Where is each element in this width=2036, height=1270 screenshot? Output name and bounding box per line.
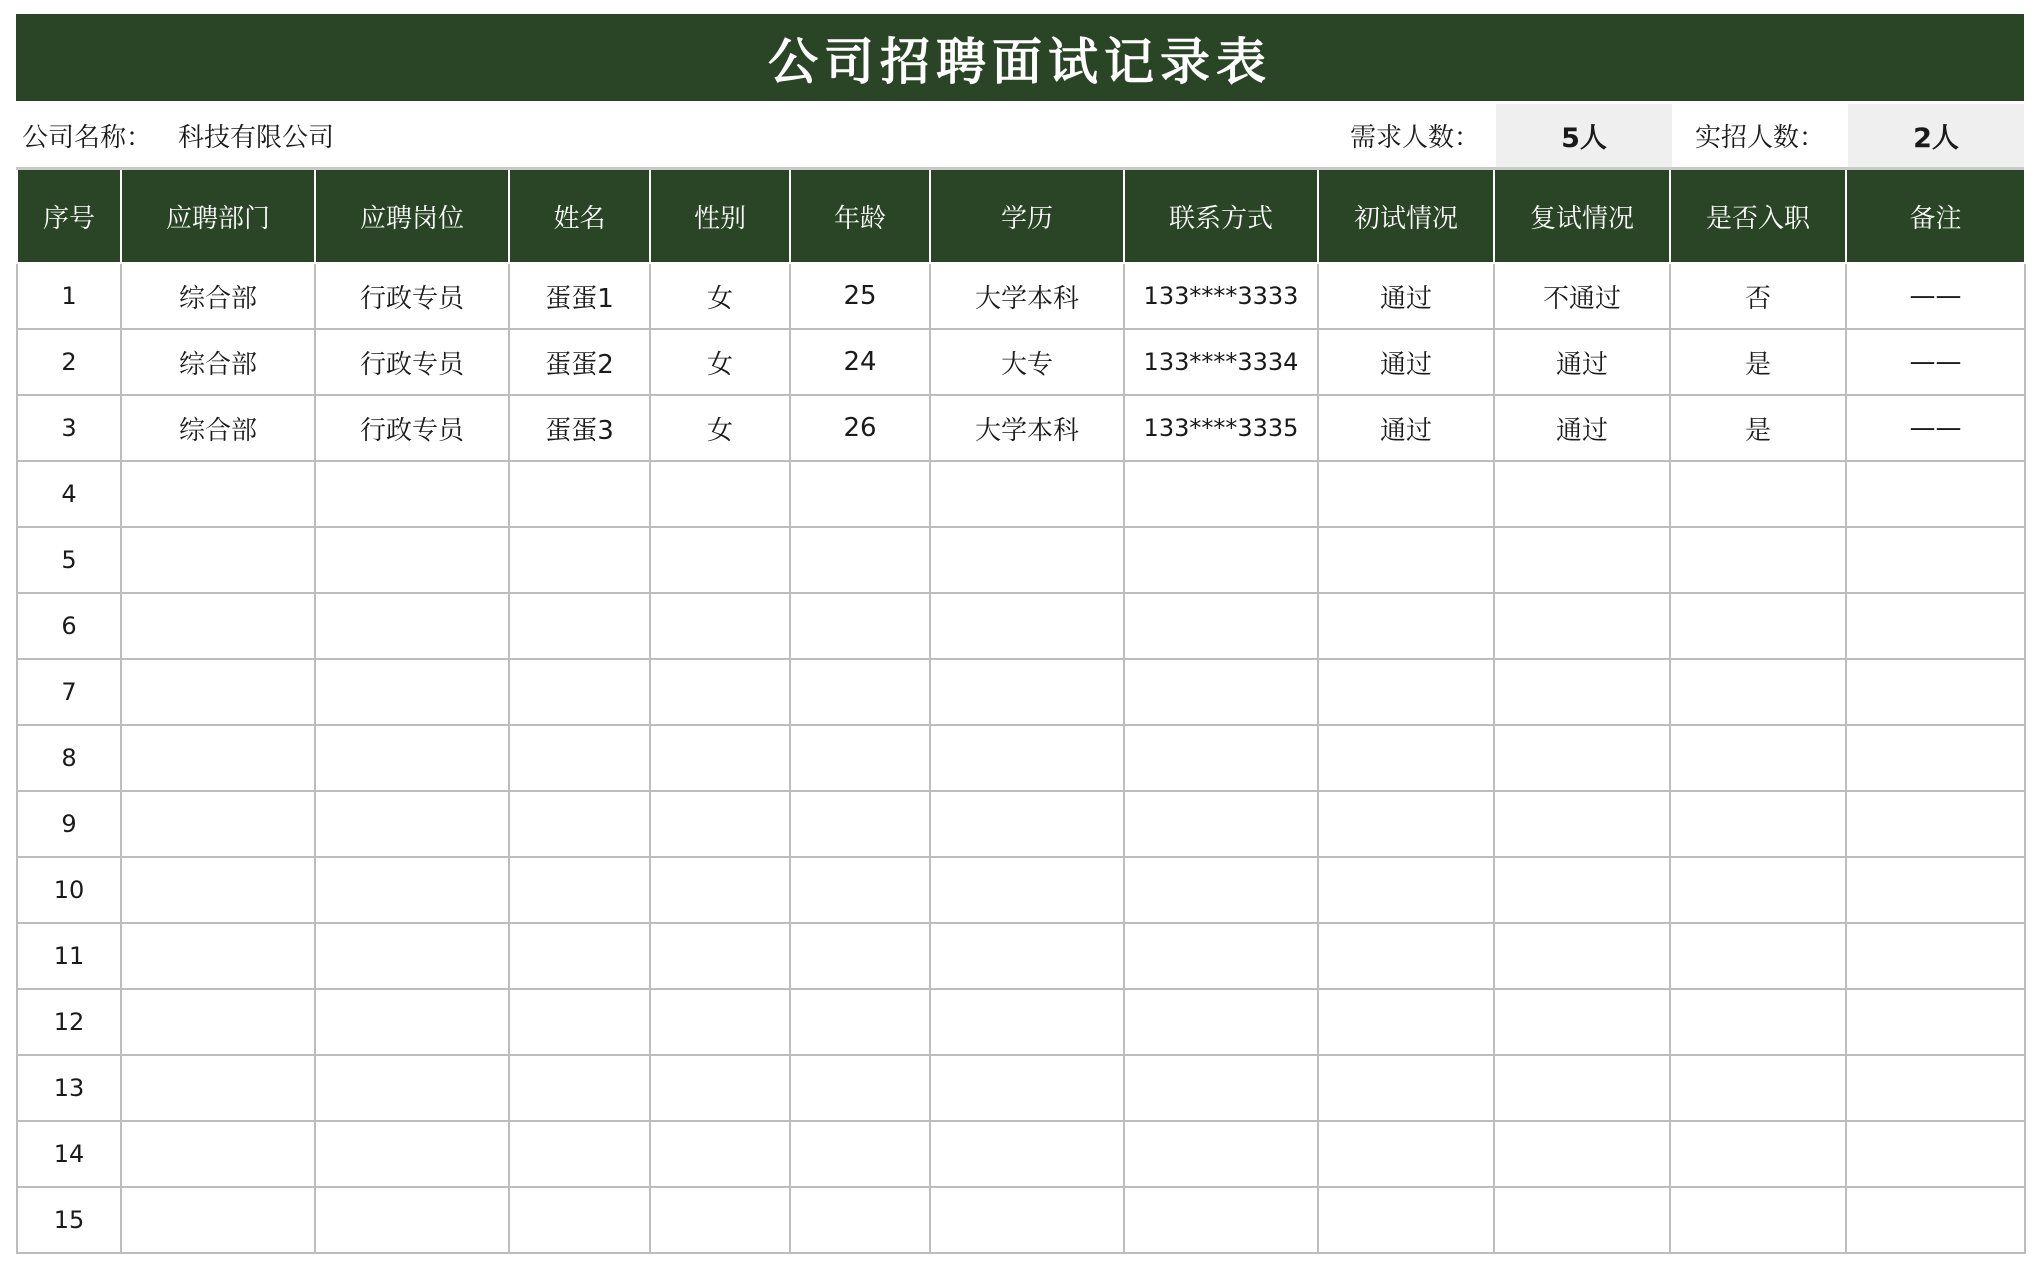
table-cell[interactable] <box>1846 923 2025 989</box>
table-cell[interactable] <box>1670 1121 1846 1187</box>
table-cell[interactable] <box>121 593 315 659</box>
table-cell[interactable] <box>930 989 1124 1055</box>
column-header: 复试情况 <box>1494 170 1670 263</box>
table-cell[interactable] <box>650 923 790 989</box>
table-cell[interactable] <box>1318 989 1494 1055</box>
table-row <box>17 263 2025 329</box>
table-cell[interactable] <box>790 1121 930 1187</box>
table-cell[interactable] <box>315 461 509 527</box>
table-cell[interactable] <box>1494 989 1670 1055</box>
table-cell[interactable] <box>121 527 315 593</box>
column-header: 备注 <box>1846 170 2025 263</box>
table-cell[interactable] <box>121 461 315 527</box>
table-cell[interactable] <box>930 857 1124 923</box>
table-cell[interactable] <box>650 659 790 725</box>
table-cell[interactable] <box>1124 725 1318 791</box>
table-cell[interactable] <box>1318 527 1494 593</box>
row-index-cell[interactable]: 7 <box>17 659 121 725</box>
table-cell[interactable] <box>1494 857 1670 923</box>
table-cell[interactable]: 通过 <box>1494 395 1670 461</box>
table-cell[interactable] <box>1318 659 1494 725</box>
table-cell[interactable] <box>1318 857 1494 923</box>
table-cell[interactable] <box>650 857 790 923</box>
table-cell[interactable] <box>1124 527 1318 593</box>
table-cell[interactable]: 大学本科 <box>930 263 1124 329</box>
table-cell[interactable] <box>930 1187 1124 1253</box>
table-cell[interactable] <box>121 1121 315 1187</box>
sheet-title: 公司招聘面试记录表 <box>16 14 2024 104</box>
table-cell[interactable] <box>650 791 790 857</box>
table-cell[interactable] <box>1670 923 1846 989</box>
table-cell[interactable] <box>315 989 509 1055</box>
table-cell[interactable]: 女 <box>650 263 790 329</box>
table-cell[interactable] <box>790 593 930 659</box>
table-cell[interactable]: 女 <box>650 329 790 395</box>
table-cell[interactable] <box>1846 857 2025 923</box>
table-cell[interactable] <box>121 857 315 923</box>
table-cell[interactable] <box>1846 1055 2025 1121</box>
table-cell[interactable]: —— <box>1846 329 2025 395</box>
table-cell[interactable] <box>1318 923 1494 989</box>
table-cell[interactable]: 通过 <box>1318 263 1494 329</box>
table-cell[interactable] <box>930 1055 1124 1121</box>
table-cell[interactable]: 通过 <box>1318 329 1494 395</box>
table-cell[interactable] <box>1846 527 2025 593</box>
table-cell[interactable] <box>1670 461 1846 527</box>
table-cell[interactable] <box>121 659 315 725</box>
table-cell[interactable] <box>509 659 650 725</box>
table-cell[interactable]: 不通过 <box>1494 263 1670 329</box>
table-cell[interactable] <box>790 659 930 725</box>
table-cell[interactable] <box>1670 725 1846 791</box>
column-header: 学历 <box>930 170 1124 263</box>
table-cell[interactable] <box>121 989 315 1055</box>
table-cell[interactable] <box>790 857 930 923</box>
hired-count-label: 实招人数： <box>1694 123 1825 153</box>
table-cell[interactable] <box>509 923 650 989</box>
table-cell[interactable] <box>509 1187 650 1253</box>
table-cell[interactable] <box>1494 725 1670 791</box>
table-cell[interactable] <box>650 1055 790 1121</box>
hired-count-value[interactable]: 2人 <box>1848 104 2024 167</box>
table-cell[interactable] <box>1318 461 1494 527</box>
table-cell[interactable] <box>1846 791 2025 857</box>
table-row <box>17 593 2025 659</box>
table-cell[interactable] <box>1318 1121 1494 1187</box>
company-info-row <box>16 104 2024 170</box>
table-cell[interactable] <box>650 725 790 791</box>
table-cell[interactable]: 大学本科 <box>930 395 1124 461</box>
table-cell[interactable] <box>1318 1187 1494 1253</box>
table-cell[interactable]: 蛋蛋1 <box>509 263 650 329</box>
table-cell[interactable]: 否 <box>1670 263 1846 329</box>
table-cell[interactable] <box>650 461 790 527</box>
table-cell[interactable] <box>1124 791 1318 857</box>
table-cell[interactable] <box>315 857 509 923</box>
table-cell[interactable] <box>930 461 1124 527</box>
table-cell[interactable]: 133****3335 <box>1124 395 1318 461</box>
row-index-cell[interactable]: 15 <box>17 1187 121 1253</box>
table-cell[interactable] <box>1124 593 1318 659</box>
table-cell[interactable] <box>315 527 509 593</box>
table-cell[interactable] <box>315 659 509 725</box>
table-cell[interactable]: 蛋蛋2 <box>509 329 650 395</box>
table-cell[interactable]: 通过 <box>1318 395 1494 461</box>
table-cell[interactable] <box>509 857 650 923</box>
table-cell[interactable] <box>650 1187 790 1253</box>
table-cell[interactable] <box>315 593 509 659</box>
demand-count-label: 需求人数： <box>1349 123 1480 153</box>
table-cell[interactable] <box>1124 1187 1318 1253</box>
table-cell[interactable] <box>121 1055 315 1121</box>
table-cell[interactable] <box>509 461 650 527</box>
row-index-cell[interactable]: 9 <box>17 791 121 857</box>
table-row <box>17 857 2025 923</box>
table-row <box>17 989 2025 1055</box>
table-cell[interactable] <box>930 791 1124 857</box>
table-cell[interactable] <box>650 593 790 659</box>
table-cell[interactable] <box>121 1187 315 1253</box>
row-index-cell[interactable]: 8 <box>17 725 121 791</box>
table-cell[interactable]: 综合部 <box>121 263 315 329</box>
row-index-cell[interactable]: 12 <box>17 989 121 1055</box>
table-cell[interactable]: 25 <box>790 263 930 329</box>
table-cell[interactable] <box>1846 1121 2025 1187</box>
row-index-cell[interactable]: 5 <box>17 527 121 593</box>
row-index-cell[interactable]: 11 <box>17 923 121 989</box>
table-header-row <box>17 170 2025 263</box>
table-cell[interactable] <box>1124 1121 1318 1187</box>
table-cell[interactable]: 133****3333 <box>1124 263 1318 329</box>
table-cell[interactable] <box>1318 791 1494 857</box>
table-cell[interactable]: —— <box>1846 395 2025 461</box>
table-cell[interactable] <box>930 659 1124 725</box>
table-cell[interactable] <box>509 791 650 857</box>
table-cell[interactable]: 行政专员 <box>315 329 509 395</box>
table-cell[interactable] <box>1494 593 1670 659</box>
interview-record-sheet <box>16 14 2024 1254</box>
table-row <box>17 461 2025 527</box>
table-row <box>17 1187 2025 1253</box>
table-cell[interactable] <box>930 1121 1124 1187</box>
column-header: 初试情况 <box>1318 170 1494 263</box>
table-cell[interactable]: —— <box>1846 263 2025 329</box>
table-cell[interactable] <box>1318 593 1494 659</box>
row-index-cell[interactable]: 1 <box>17 263 121 329</box>
table-cell[interactable] <box>790 461 930 527</box>
table-cell[interactable] <box>1494 1187 1670 1253</box>
table-cell[interactable]: 是 <box>1670 329 1846 395</box>
table-cell[interactable] <box>790 791 930 857</box>
table-cell[interactable] <box>1318 725 1494 791</box>
table-cell[interactable] <box>1846 659 2025 725</box>
table-cell[interactable] <box>121 791 315 857</box>
interview-table <box>16 170 2026 1254</box>
table-cell[interactable]: 行政专员 <box>315 263 509 329</box>
table-row <box>17 395 2025 461</box>
table-cell[interactable] <box>1846 593 2025 659</box>
row-index-cell[interactable]: 2 <box>17 329 121 395</box>
table-cell[interactable] <box>1494 791 1670 857</box>
table-cell[interactable] <box>1670 659 1846 725</box>
table-cell[interactable]: 女 <box>650 395 790 461</box>
table-cell[interactable]: 24 <box>790 329 930 395</box>
company-name-value[interactable]: 科技有限公司 <box>178 123 335 153</box>
table-cell[interactable] <box>1670 1187 1846 1253</box>
table-cell[interactable] <box>315 791 509 857</box>
table-cell[interactable] <box>315 1055 509 1121</box>
table-cell[interactable] <box>930 923 1124 989</box>
table-body <box>17 263 2025 1253</box>
table-cell[interactable] <box>650 527 790 593</box>
table-cell[interactable]: 综合部 <box>121 395 315 461</box>
table-cell[interactable]: 是 <box>1670 395 1846 461</box>
table-cell[interactable] <box>1124 659 1318 725</box>
table-cell[interactable] <box>790 725 930 791</box>
table-cell[interactable]: 通过 <box>1494 329 1670 395</box>
table-cell[interactable] <box>1846 989 2025 1055</box>
column-header: 是否入职 <box>1670 170 1846 263</box>
table-cell[interactable] <box>930 725 1124 791</box>
table-row <box>17 659 2025 725</box>
table-cell[interactable] <box>1124 989 1318 1055</box>
table-cell[interactable] <box>1670 1055 1846 1121</box>
table-cell[interactable]: 蛋蛋3 <box>509 395 650 461</box>
table-row <box>17 527 2025 593</box>
table-cell[interactable] <box>1670 527 1846 593</box>
row-index-cell[interactable]: 13 <box>17 1055 121 1121</box>
table-cell[interactable] <box>509 1055 650 1121</box>
table-cell[interactable] <box>1846 725 2025 791</box>
row-index-cell[interactable]: 4 <box>17 461 121 527</box>
table-row <box>17 725 2025 791</box>
table-cell[interactable] <box>1124 857 1318 923</box>
column-header: 序号 <box>17 170 121 263</box>
table-cell[interactable] <box>790 1055 930 1121</box>
table-cell[interactable] <box>790 527 930 593</box>
table-cell[interactable] <box>1124 923 1318 989</box>
row-index-cell[interactable]: 6 <box>17 593 121 659</box>
table-cell[interactable] <box>1124 461 1318 527</box>
column-header: 应聘部门 <box>121 170 315 263</box>
column-header: 姓名 <box>509 170 650 263</box>
table-cell[interactable] <box>1494 527 1670 593</box>
table-cell[interactable] <box>1124 1055 1318 1121</box>
table-cell[interactable] <box>1494 923 1670 989</box>
table-cell[interactable] <box>1494 659 1670 725</box>
table-cell[interactable] <box>1494 1121 1670 1187</box>
row-index-cell[interactable]: 3 <box>17 395 121 461</box>
table-cell[interactable] <box>1494 461 1670 527</box>
table-cell[interactable] <box>930 593 1124 659</box>
table-row <box>17 1121 2025 1187</box>
table-cell[interactable] <box>790 923 930 989</box>
table-cell[interactable]: 133****3334 <box>1124 329 1318 395</box>
table-cell[interactable] <box>121 725 315 791</box>
table-row <box>17 1055 2025 1121</box>
table-cell[interactable]: 综合部 <box>121 329 315 395</box>
table-cell[interactable] <box>790 989 930 1055</box>
table-cell[interactable] <box>509 527 650 593</box>
table-cell[interactable] <box>509 989 650 1055</box>
column-header: 年龄 <box>790 170 930 263</box>
company-name-label: 公司名称： <box>22 123 153 153</box>
row-index-cell[interactable]: 10 <box>17 857 121 923</box>
column-header: 性别 <box>650 170 790 263</box>
table-cell[interactable] <box>315 1187 509 1253</box>
table-cell[interactable] <box>650 989 790 1055</box>
table-cell[interactable]: 26 <box>790 395 930 461</box>
table-cell[interactable] <box>509 1121 650 1187</box>
table-cell[interactable] <box>930 527 1124 593</box>
table-cell[interactable] <box>650 1121 790 1187</box>
table-row <box>17 923 2025 989</box>
table-cell[interactable] <box>1318 1055 1494 1121</box>
table-cell[interactable] <box>1670 791 1846 857</box>
table-row <box>17 329 2025 395</box>
table-cell[interactable] <box>509 725 650 791</box>
table-cell[interactable] <box>1494 1055 1670 1121</box>
row-index-cell[interactable]: 14 <box>17 1121 121 1187</box>
column-header: 应聘岗位 <box>315 170 509 263</box>
table-cell[interactable] <box>1670 857 1846 923</box>
table-cell[interactable] <box>121 923 315 989</box>
table-row <box>17 791 2025 857</box>
table-cell[interactable] <box>790 1187 930 1253</box>
demand-count-value[interactable]: 5人 <box>1496 104 1672 167</box>
table-cell[interactable] <box>315 1121 509 1187</box>
table-cell[interactable]: 大专 <box>930 329 1124 395</box>
table-cell[interactable] <box>1670 593 1846 659</box>
table-cell[interactable] <box>315 923 509 989</box>
table-cell[interactable] <box>1846 1187 2025 1253</box>
table-cell[interactable]: 行政专员 <box>315 395 509 461</box>
table-cell[interactable] <box>509 593 650 659</box>
table-cell[interactable] <box>1846 461 2025 527</box>
table-cell[interactable] <box>315 725 509 791</box>
column-header: 联系方式 <box>1124 170 1318 263</box>
table-cell[interactable] <box>1670 989 1846 1055</box>
